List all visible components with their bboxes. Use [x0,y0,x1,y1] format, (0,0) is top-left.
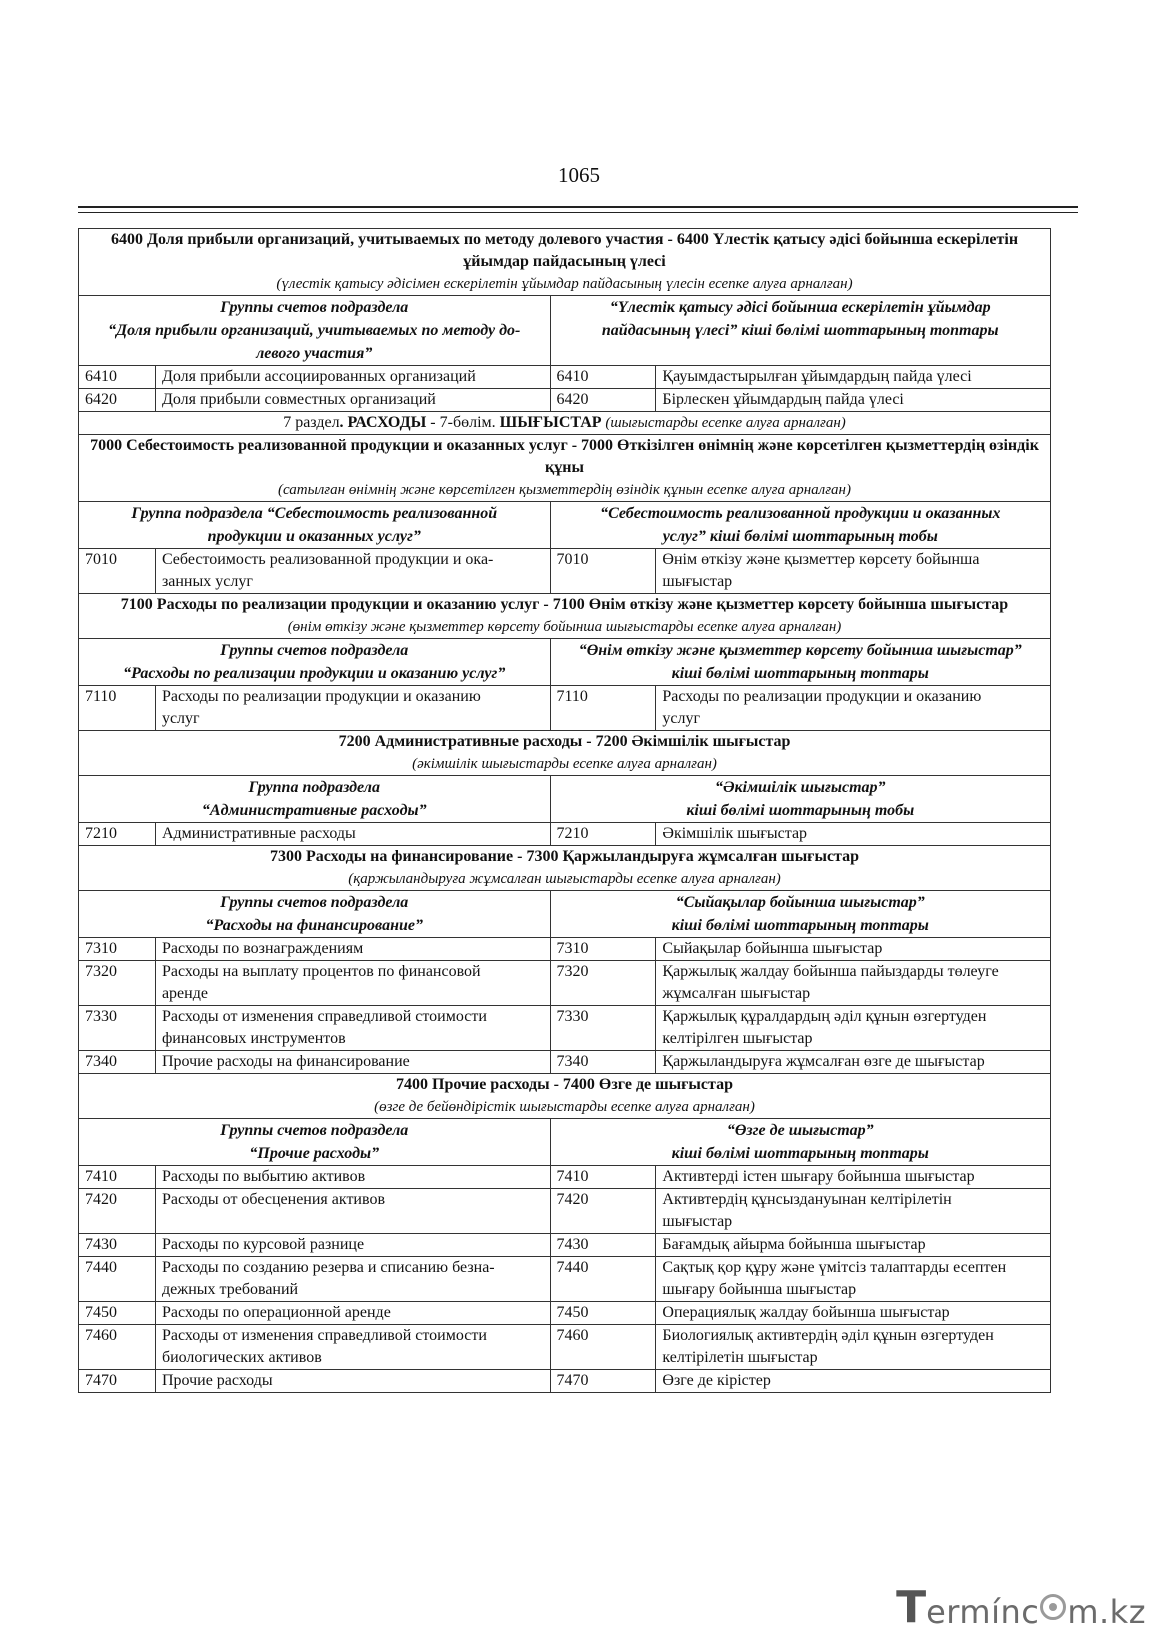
account-code-kz: 7470 [550,1370,656,1393]
account-code-ru: 7460 [79,1325,156,1370]
divider-part: (шығыстарды есепке алуға арналған) [601,415,846,431]
section-note: (өзге де бейөндірістік шығыстарды есепке алуға арналған) [374,1099,755,1115]
text-line: Өнім өткізу және қызметтер көрсету бойынша [662,551,980,568]
account-name-kz [656,938,1051,961]
text-line: Бағамдық айырма бойынша шығыстар [662,1236,926,1253]
text-line: жұмсалған шығыстар [662,985,811,1002]
section-title-row [79,731,1051,776]
account-code-ru: 7320 [79,961,156,1006]
text-line: Группа подраздела “Себестоимость реализованной [131,505,498,522]
account-name-kz [656,1189,1051,1234]
table-row [79,366,1051,389]
account-name-ru [155,938,550,961]
section-divider-row [79,412,1051,435]
account-name-kz [656,823,1051,846]
account-code-ru: 7340 [79,1051,156,1074]
account-name-ru [155,1166,550,1189]
table-row [79,686,1051,731]
account-name-ru [155,1006,550,1051]
group-header-row [79,1119,1051,1166]
account-name-kz [656,1370,1051,1393]
divider-part: 7 раздел [283,414,340,431]
text-line: Биологиялық активтердің әділ құнын өзгертуден [662,1327,994,1344]
section-title-row [79,229,1051,296]
section-title: 6400 Доля прибыли организаций, учитываемых по методу долевого участия - 6400 Үлестік қатысу әдісі бойынша ескерілетін ұйымдар пайдасының үлесі [110,231,1019,270]
group-header-row [79,891,1051,938]
text-line: Себестоимость реализованной продукции и ока- [161,551,494,568]
account-code-kz: 7430 [550,1234,656,1257]
text-line: Әкімшілік шығыстар [662,825,808,842]
table-row [79,1166,1051,1189]
text-line: шығару бойынша шығыстар [662,1281,857,1298]
text-line: Расходы от изменения справедливой стоимости [161,1327,487,1344]
text-line: Расходы по созданию резерва и списанию безна- [161,1259,495,1276]
account-code-ru: 7110 [79,686,156,731]
text-line: шығыстар [662,573,733,590]
text-line: Сыйақылар бойынша шығыстар [662,940,883,957]
text-line: “Расходы по реализации продукции и оказанию услуг” [123,665,506,682]
text-line: Расходы по вознаграждениям [161,940,364,957]
account-name-ru [155,961,550,1006]
text-line: аренде [161,985,208,1002]
account-name-ru [155,1302,550,1325]
table-row [79,823,1051,846]
text-line: услуг” кіші бөлімі шоттарының тобы [662,528,938,545]
text-line: “Доля прибыли организаций, учитываемых по методу до- [108,322,521,339]
section-title-row [79,594,1051,639]
account-name-ru [155,1189,550,1234]
text-line: Расходы по выбытию активов [161,1168,366,1185]
table-row [79,1234,1051,1257]
text-line: “Үлестік қатысу әдісі бойынша ескерілетін ұйымдар [609,299,991,316]
text-line: Қаржылық жалдау бойынша пайыздарды төлеуге [662,963,999,980]
section-note: (қаржыландыруға жұмсалған шығыстарды есепке алуға арналған) [348,871,781,887]
group-header-row [79,639,1051,686]
text-line: Активтерді істен шығару бойынша шығыстар [662,1168,975,1185]
account-code-kz: 7320 [550,961,656,1006]
account-code-ru: 7440 [79,1257,156,1302]
text-line: “Расходы на финансирование” [205,917,423,934]
account-name-ru [155,1325,550,1370]
text-line: Расходы по курсовой разнице [161,1236,365,1253]
group-header-row [79,296,1051,366]
text-line: Доля прибыли ассоциированных организаций [161,368,476,385]
table-body [79,229,1051,1393]
section-title: 7200 Административные расходы - 7200 Әкімшілік шығыстар [338,733,791,750]
account-code-kz: 7410 [550,1166,656,1189]
section-title: 7400 Прочие расходы - 7400 Өзге де шығыстар [396,1076,733,1093]
text-line: Прочие расходы [161,1372,273,1389]
text-line: Доля прибыли совместных организаций [161,391,436,408]
section-header [79,846,1051,891]
account-name-ru [155,1051,550,1074]
account-code-kz: 7330 [550,1006,656,1051]
group-heading-ru [79,502,551,549]
group-heading-kz [550,1119,1050,1166]
text-line: “Себестоимость реализованной продукции и оказанных [600,505,1001,522]
section-title: 7300 Расходы на финансирование - 7300 Қаржыландыруға жұмсалған шығыстар [270,848,859,865]
text-line: Административные расходы [161,825,356,842]
text-line: Группы счетов подраздела [220,642,409,659]
group-heading-ru [79,1119,551,1166]
account-name-ru [155,1257,550,1302]
text-line: услуг [662,710,701,727]
account-name-ru [155,823,550,846]
text-line: Активтердің құнсыздануынан келтірілетін [662,1191,952,1208]
text-line: кіші бөлімі шоттарының топтары [671,665,929,682]
logo-o-icon [1040,1594,1066,1620]
text-line: Операциялық жалдау бойынша шығыстар [662,1304,950,1321]
text-line: биологических активов [161,1349,322,1366]
text-line: услуг [161,710,200,727]
section-note: (сатылған өнімнің және көрсетілген қызметтердің өзіндік құнын есепке алуға арналған) [277,482,851,498]
account-code-ru: 7450 [79,1302,156,1325]
header-rule-thin [78,212,1078,213]
logo-text-middle: ermínc [926,1593,1040,1631]
text-line: Прочие расходы на финансирование [161,1053,410,1070]
account-name-kz [656,1006,1051,1051]
account-code-kz: 7420 [550,1189,656,1234]
table-row [79,1257,1051,1302]
text-line: шығыстар [662,1213,733,1230]
group-heading-ru [79,891,551,938]
section-header [79,594,1051,639]
divider-part: . РАСХОДЫ [339,414,427,431]
logo-text [926,1594,1146,1630]
account-code-kz: 6420 [550,389,656,412]
account-code-ru: 7430 [79,1234,156,1257]
text-line: кіші бөлімі шоттарының топтары [671,917,929,934]
text-line: Группы счетов подраздела [220,894,409,911]
text-line: “Әкімшілік шығыстар” [714,779,886,796]
account-name-kz [656,961,1051,1006]
group-heading-ru [79,776,551,823]
section-divider [79,412,1051,435]
text-line: Өзге де кірістер [662,1372,771,1389]
account-code-ru: 6420 [79,389,156,412]
group-heading-ru [79,296,551,366]
group-heading-kz [550,776,1050,823]
text-line: Расходы на выплату процентов по финансовой [161,963,481,980]
account-code-kz: 7110 [550,686,656,731]
account-code-kz: 6410 [550,366,656,389]
section-title-row [79,435,1051,502]
account-code-kz: 7460 [550,1325,656,1370]
text-line: занных услуг [161,573,253,590]
text-line: келтірілетін шығыстар [662,1349,818,1366]
text-line: кіші бөлімі шоттарының топтары [671,1145,929,1162]
text-line: “Административные расходы” [201,802,427,819]
text-line: продукции и оказанных услуг” [207,528,421,545]
account-name-ru [155,389,550,412]
text-line: Расходы от изменения справедливой стоимости [161,1008,487,1025]
logo-letter: T [896,1582,927,1633]
account-name-ru [155,686,550,731]
account-name-ru [155,1370,550,1393]
text-line: левого участия” [256,345,373,362]
chart-of-accounts-table [78,228,1051,1393]
account-name-kz [656,549,1051,594]
account-name-kz [656,1302,1051,1325]
account-name-kz [656,1051,1051,1074]
account-code-ru: 7470 [79,1370,156,1393]
account-code-kz: 7440 [550,1257,656,1302]
text-line: Группа подраздела [248,779,380,796]
section-header [79,229,1051,296]
group-heading-kz [550,891,1050,938]
text-line: Расходы по реализации продукции и оказанию [161,688,481,705]
logo-text-end: m.kz [1067,1593,1146,1631]
account-name-kz [656,1257,1051,1302]
termincom-logo [896,1582,1146,1633]
text-line: “Өзге де шығыстар” [726,1122,874,1139]
table-row [79,1006,1051,1051]
account-code-ru: 7010 [79,549,156,594]
account-code-kz: 7210 [550,823,656,846]
group-heading-kz [550,502,1050,549]
text-line: “Өнім өткізу және қызметтер көрсету бойынша шығыстар” [578,642,1022,659]
table-row [79,1051,1051,1074]
account-code-ru: 7330 [79,1006,156,1051]
section-header [79,731,1051,776]
table-row [79,549,1051,594]
text-line: Расходы по реализации продукции и оказанию [662,688,982,705]
account-name-kz [656,389,1051,412]
table-row [79,1302,1051,1325]
text-line: Бірлескен ұйымдардың пайда үлесі [662,391,904,408]
section-note: (үлестік қатысу әдісімен ескерілетін ұйымдар пайдасының үлесін есепке алуға арналған) [276,276,853,292]
account-code-ru: 7420 [79,1189,156,1234]
account-code-kz: 7340 [550,1051,656,1074]
text-line: Расходы по операционной аренде [161,1304,391,1321]
account-code-ru: 7210 [79,823,156,846]
section-title: 7100 Расходы по реализации продукции и оказанию услуг - 7100 Өнім өткізу және қызметтер көрсету бойынша шығыстар [120,596,1009,613]
text-line: Группы счетов подраздела [220,299,409,316]
text-line: Қауымдастырылған ұйымдардың пайда үлесі [662,368,972,385]
account-name-kz [656,366,1051,389]
text-line: “Прочие расходы” [249,1145,380,1162]
group-heading-kz [550,639,1050,686]
section-header [79,1074,1051,1119]
text-line: Расходы от обесценения активов [161,1191,385,1208]
account-code-ru: 7410 [79,1166,156,1189]
group-heading-kz [550,296,1050,366]
table-row [79,938,1051,961]
account-code-kz: 7310 [550,938,656,961]
divider-part: ШЫҒЫСТАР [499,414,602,431]
account-name-ru [155,1234,550,1257]
account-name-kz [656,1166,1051,1189]
text-line: финансовых инструментов [161,1030,346,1047]
account-name-kz [656,1325,1051,1370]
group-heading-ru [79,639,551,686]
group-header-row [79,776,1051,823]
text-line: пайдасының үлесі” кіші бөлімі шоттарының топтары [601,322,999,339]
account-code-kz: 7450 [550,1302,656,1325]
section-note: (өнім өткізу және қызметтер көрсету бойынша шығыстарды есепке алуға арналған) [287,619,842,635]
account-name-kz [656,1234,1051,1257]
group-header-row [79,502,1051,549]
section-header [79,435,1051,502]
text-line: Сақтық қор құру және үмітсіз талаптарды есептен [662,1259,1007,1276]
table-row [79,1189,1051,1234]
table-row [79,1325,1051,1370]
account-name-ru [155,366,550,389]
header-rule [78,206,1078,208]
page-number: 1065 [558,163,600,187]
divider-part: - 7-бөлім. [426,414,500,431]
text-line: дежных требований [161,1281,299,1298]
account-code-ru: 6410 [79,366,156,389]
text-line: келтірілген шығыстар [662,1030,813,1047]
section-note: (әкімшілік шығыстарды есепке алуға арналған) [412,756,717,772]
account-code-kz: 7010 [550,549,656,594]
account-name-kz [656,686,1051,731]
section-title: 7000 Себестоимость реализованной продукции и оказанных услуг - 7000 Өткізілген өнімнің және көрсетілген қызметтердің өзіндік құны [90,437,1039,476]
text-line: кіші бөлімі шоттарының тобы [686,802,915,819]
text-line: Қаржыландыруға жұмсалған өзге де шығыстар [662,1053,985,1070]
table-row [79,1370,1051,1393]
text-line: “Сыйақылар бойынша шығыстар” [675,894,925,911]
account-name-ru [155,549,550,594]
table-row [79,389,1051,412]
section-title-row [79,1074,1051,1119]
text-line: Қаржылық құралдардың әділ құнын өзгертуден [662,1008,987,1025]
section-title-row [79,846,1051,891]
text-line: Группы счетов подраздела [220,1122,409,1139]
account-code-ru: 7310 [79,938,156,961]
table-row [79,961,1051,1006]
